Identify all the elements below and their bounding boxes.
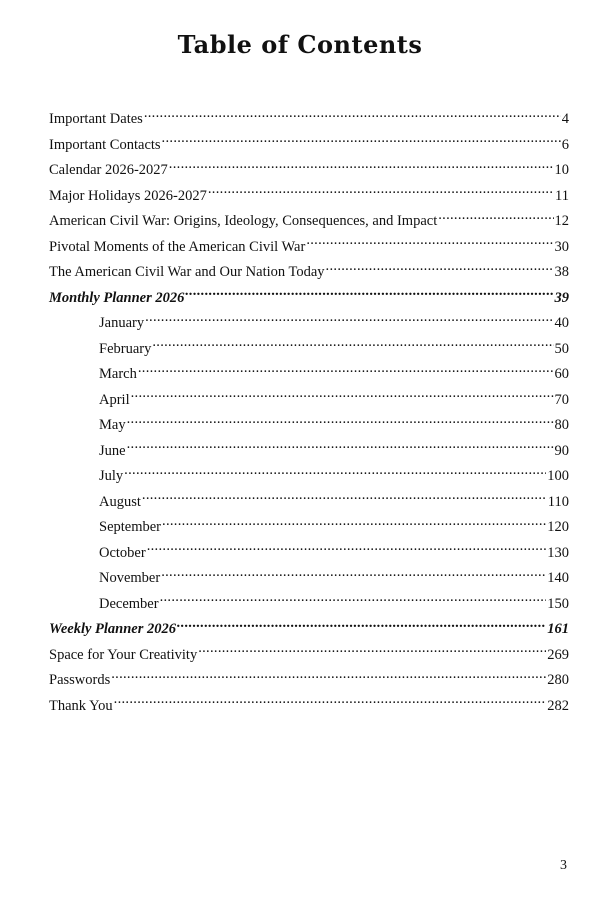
dot-leader (142, 491, 547, 506)
toc-entry (49, 668, 569, 694)
toc-entry-page: 120 (547, 519, 569, 535)
toc-entry (49, 286, 569, 312)
toc-entry-label: October (99, 544, 146, 561)
dot-leader (162, 134, 561, 149)
toc-entry-label: Important Dates (49, 111, 143, 127)
toc-entry-label: Passwords (49, 672, 111, 688)
toc-entry-page: 130 (547, 544, 569, 561)
dot-leader (169, 160, 554, 175)
dot-leader (177, 619, 546, 634)
toc-entry-page: 90 (554, 442, 569, 459)
toc-entry (49, 133, 569, 159)
toc-entry-label: Space for Your Creativity (49, 646, 198, 663)
toc-entry (49, 235, 569, 261)
dot-leader (208, 185, 554, 200)
toc-entry-page: 269 (547, 646, 569, 663)
toc-entry (49, 107, 569, 133)
toc-entry (49, 311, 569, 337)
toc-entry-page: 39 (554, 289, 569, 306)
dot-leader (127, 415, 554, 430)
toc-entry-label: Calendar 2026-2027 (49, 162, 168, 178)
toc-entry (49, 184, 569, 210)
toc-entry (49, 694, 569, 720)
toc-entry-page: 110 (547, 493, 569, 510)
dot-leader (185, 287, 553, 302)
toc-entry-label: March (99, 366, 137, 382)
toc-entry (49, 592, 569, 618)
toc-entry (49, 158, 569, 184)
dot-leader (306, 236, 553, 251)
toc-entry (49, 643, 569, 669)
toc-entry-label: American Civil War: Origins, Ideology, Consequences, and Impact (49, 213, 438, 229)
dot-leader (111, 670, 546, 685)
toc-entry-page: 282 (547, 697, 569, 714)
toc-entry-label: Important Contacts (49, 136, 161, 153)
toc-entry-page: 50 (554, 340, 569, 357)
dot-leader (114, 695, 547, 710)
toc-entry-label: September (99, 519, 162, 535)
toc-entry (49, 541, 569, 567)
toc-entry-label: June (99, 442, 126, 459)
dot-leader (438, 211, 553, 226)
toc-entry-page: 12 (554, 213, 569, 229)
toc-entry-label: May (99, 417, 126, 433)
toc-entry-page: 100 (547, 468, 569, 484)
dot-leader (147, 542, 547, 557)
toc-entry-page: 11 (555, 187, 569, 204)
toc-entry-page: 30 (554, 238, 569, 255)
toc-entry (49, 490, 569, 516)
toc-entry (49, 439, 569, 465)
toc-entry-label: Major Holidays 2026-2027 (49, 187, 207, 204)
toc-entry-page: 4 (561, 111, 569, 127)
toc-entry-label: December (99, 595, 159, 612)
toc-entry (49, 617, 569, 643)
dot-leader (161, 568, 546, 583)
toc-entry-label: August (99, 493, 141, 510)
dot-leader (152, 338, 553, 353)
toc-entry-label: April (99, 391, 130, 408)
toc-entry (49, 209, 569, 235)
dot-leader (162, 517, 546, 532)
toc-entry-label: January (99, 315, 145, 331)
toc-entry-page: 150 (547, 595, 569, 612)
toc-entry-page: 60 (554, 366, 569, 382)
toc-entry (49, 515, 569, 541)
table-of-contents (49, 107, 569, 719)
dot-leader (131, 389, 554, 404)
dot-leader (138, 364, 554, 379)
dot-leader (198, 644, 546, 659)
toc-entry (49, 413, 569, 439)
toc-entry-page: 10 (554, 162, 569, 178)
dot-leader (326, 262, 554, 277)
toc-entry-label: The American Civil War and Our Nation Today (49, 264, 325, 280)
toc-entry-label: Thank You (49, 697, 113, 714)
toc-entry-page: 161 (547, 621, 569, 637)
toc-entry-page: 80 (554, 417, 569, 433)
toc-entry-label: November (99, 570, 161, 586)
toc-entry-label: Weekly Planner 2026 (49, 621, 176, 637)
toc-entry-label: Pivotal Moments of the American Civil War (49, 238, 306, 255)
toc-entry-page: 6 (561, 136, 569, 153)
toc-entry-page: 70 (554, 391, 569, 408)
toc-entry-label: July (99, 468, 124, 484)
page-title: Table of Contents (177, 30, 423, 59)
toc-entry (49, 566, 569, 592)
dot-leader (124, 466, 546, 481)
toc-entry-label: February (99, 340, 152, 357)
dot-leader (127, 440, 554, 455)
dot-leader (160, 593, 547, 608)
toc-entry (49, 388, 569, 414)
toc-entry-page: 40 (554, 315, 569, 331)
toc-entry (49, 337, 569, 363)
page-number: 3 (560, 858, 567, 873)
toc-entry-page: 140 (547, 570, 569, 586)
toc-entry (49, 464, 569, 490)
toc-entry-page: 280 (547, 672, 569, 688)
toc-entry-page: 38 (554, 264, 569, 280)
toc-entry-label: Monthly Planner 2026 (49, 289, 185, 306)
toc-entry (49, 362, 569, 388)
dot-leader (144, 109, 561, 124)
toc-entry (49, 260, 569, 286)
dot-leader (145, 313, 553, 328)
